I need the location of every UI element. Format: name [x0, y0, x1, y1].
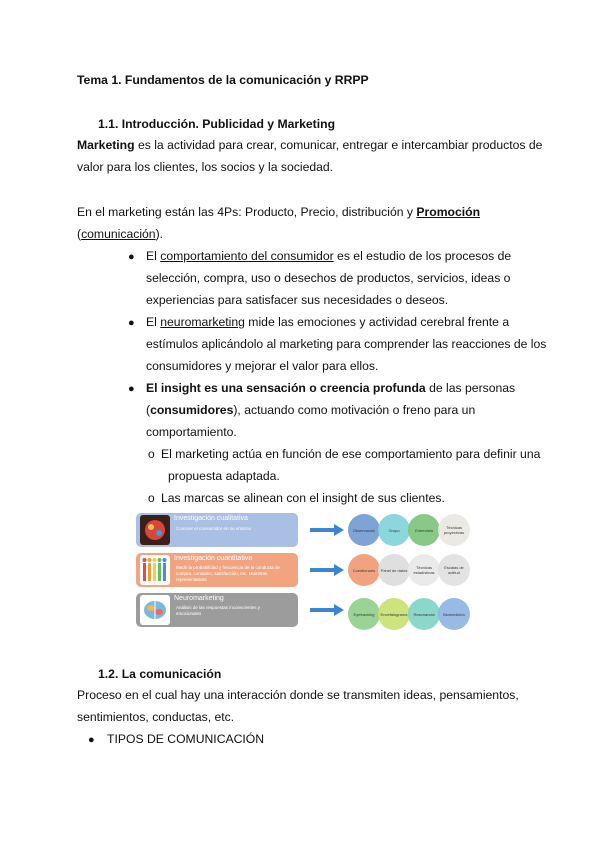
brain-icon [140, 595, 170, 625]
four-ps-line [77, 205, 480, 219]
method-circle: Cuestionario [348, 554, 380, 586]
neuromarketing-line2: estímulos aplicándolo al marketing para comprender las reacciones de los [146, 337, 547, 351]
subpoint-brands: Las marcas se alinean con el insight de sus clientes. [161, 491, 445, 505]
communication-definition-line1: Proceso en el cual hay una interacción donde se transmiten ideas, pensamientos, [77, 688, 519, 702]
method-circle: Observación [348, 514, 380, 546]
method-circle: Entrevista [408, 514, 440, 546]
panel-title-quantitative: Investigación cuantitativa [174, 555, 253, 562]
text: ), actuando como motivación o freno para un [233, 403, 476, 417]
neuromarketing-line3: consumidores y mejorar el valor para ellos. [146, 359, 379, 373]
method-circle: Escalas de actitud [438, 554, 470, 586]
text: mide las emociones y actividad cerebral frente a [244, 315, 510, 329]
method-circle: Grupo [378, 514, 410, 546]
bullet-icon: ● [128, 317, 135, 329]
insight-line2 [146, 403, 475, 417]
close-paren: ). [155, 227, 164, 241]
sub-bullet-icon: o [148, 491, 155, 505]
people-group-icon [140, 555, 170, 585]
four-ps-line2 [77, 227, 163, 241]
method-circle: Encefalograma [378, 598, 410, 630]
marketing-definition-line2: valor para los clientes, los socios y la sociedad. [77, 160, 334, 174]
method-circle: Biomedición [438, 598, 470, 630]
four-ps-text: En el marketing están las 4Ps: Producto, Precio, distribución y [77, 205, 417, 219]
open-paren: ( [77, 227, 82, 241]
communication-definition-line2: sentimientos, conductas, etc. [77, 710, 235, 724]
comunicacion-link[interactable]: comunicación [81, 227, 156, 241]
marketing-definition-line1 [77, 138, 542, 152]
arrow-right-icon [310, 604, 344, 616]
neuromarketing-line1 [146, 315, 509, 329]
consumer-behavior-line3: experiencias para satisfacer sus necesidades o deseos. [146, 293, 449, 307]
brain-thumbnail-icon [140, 595, 170, 625]
text: es el estudio de los procesos de [333, 249, 512, 263]
panel-text-neuromarketing: Análisis de las respuestas inconscientes y emocionales [176, 605, 261, 616]
consumer-thumbnail-icon [140, 515, 170, 545]
consumer-behavior-line2: selección, compra, uso o desechos de productos, servicios, ideas o [146, 271, 511, 285]
subpoint-marketing-line1: El marketing actúa en función de ese comportamiento para definir una [161, 447, 541, 461]
insight-line1 [146, 381, 515, 395]
panel-text-quantitative: Medir la probabilidad y frecuencia de la conducta de compra, consumo, satisfacción, etc. Muestras representativas [176, 565, 281, 582]
arrow-right-icon [310, 524, 344, 536]
text: El [146, 315, 161, 329]
people-thumbnail-icon [140, 555, 170, 585]
heart-figure-icon [140, 515, 170, 545]
method-circle: Panel de datos [378, 554, 410, 586]
consumer-behavior-link[interactable]: comportamiento del consumidor [160, 249, 334, 263]
marketing-definition-text: es la actividad para crear, comunicar, entregar e intercambiar productos de [134, 138, 543, 152]
consumidores-term: consumidores [150, 403, 234, 417]
insight-definition: El insight es una sensación o creencia profunda [146, 381, 426, 395]
subpoint-marketing-line2: propuesta adaptada. [168, 469, 280, 483]
method-circle: Técnicas estadísticas [408, 554, 440, 586]
panel-title-qualitative: Investigación cualitativa [174, 515, 248, 522]
panel-text-qualitative: Conocer el consumidor en su entorno [176, 526, 252, 531]
section-heading-intro: 1.1. Introducción. Publicidad y Marketing [98, 117, 336, 131]
panel-title-neuromarketing: Neuromarketing [174, 595, 224, 602]
bullet-icon: ● [128, 383, 135, 395]
communication-types-item: TIPOS DE COMUNICACIÓN [107, 732, 265, 746]
section-heading-communication: 1.2. La comunicación [98, 667, 222, 681]
method-circle: Resonancia [408, 598, 440, 630]
insight-line3: comportamiento. [146, 425, 237, 439]
neuromarketing-link[interactable]: neuromarketing [160, 315, 245, 329]
text: ( [146, 403, 151, 417]
consumer-behavior-line1 [146, 249, 511, 263]
arrow-right-icon [310, 564, 344, 576]
document-title: Tema 1. Fundamentos de la comunicación y RRPP [77, 73, 369, 87]
bullet-icon: ● [88, 734, 95, 746]
bullet-icon: ● [128, 251, 135, 263]
marketing-term: Marketing [77, 138, 135, 152]
text: El [146, 249, 161, 263]
promocion-link[interactable]: Promoción [416, 205, 481, 219]
method-circle: Técnicas proyectivas [438, 514, 470, 546]
sub-bullet-icon: o [148, 447, 155, 461]
text: de las personas [425, 381, 516, 395]
method-circle: Eyetracking [348, 598, 380, 630]
